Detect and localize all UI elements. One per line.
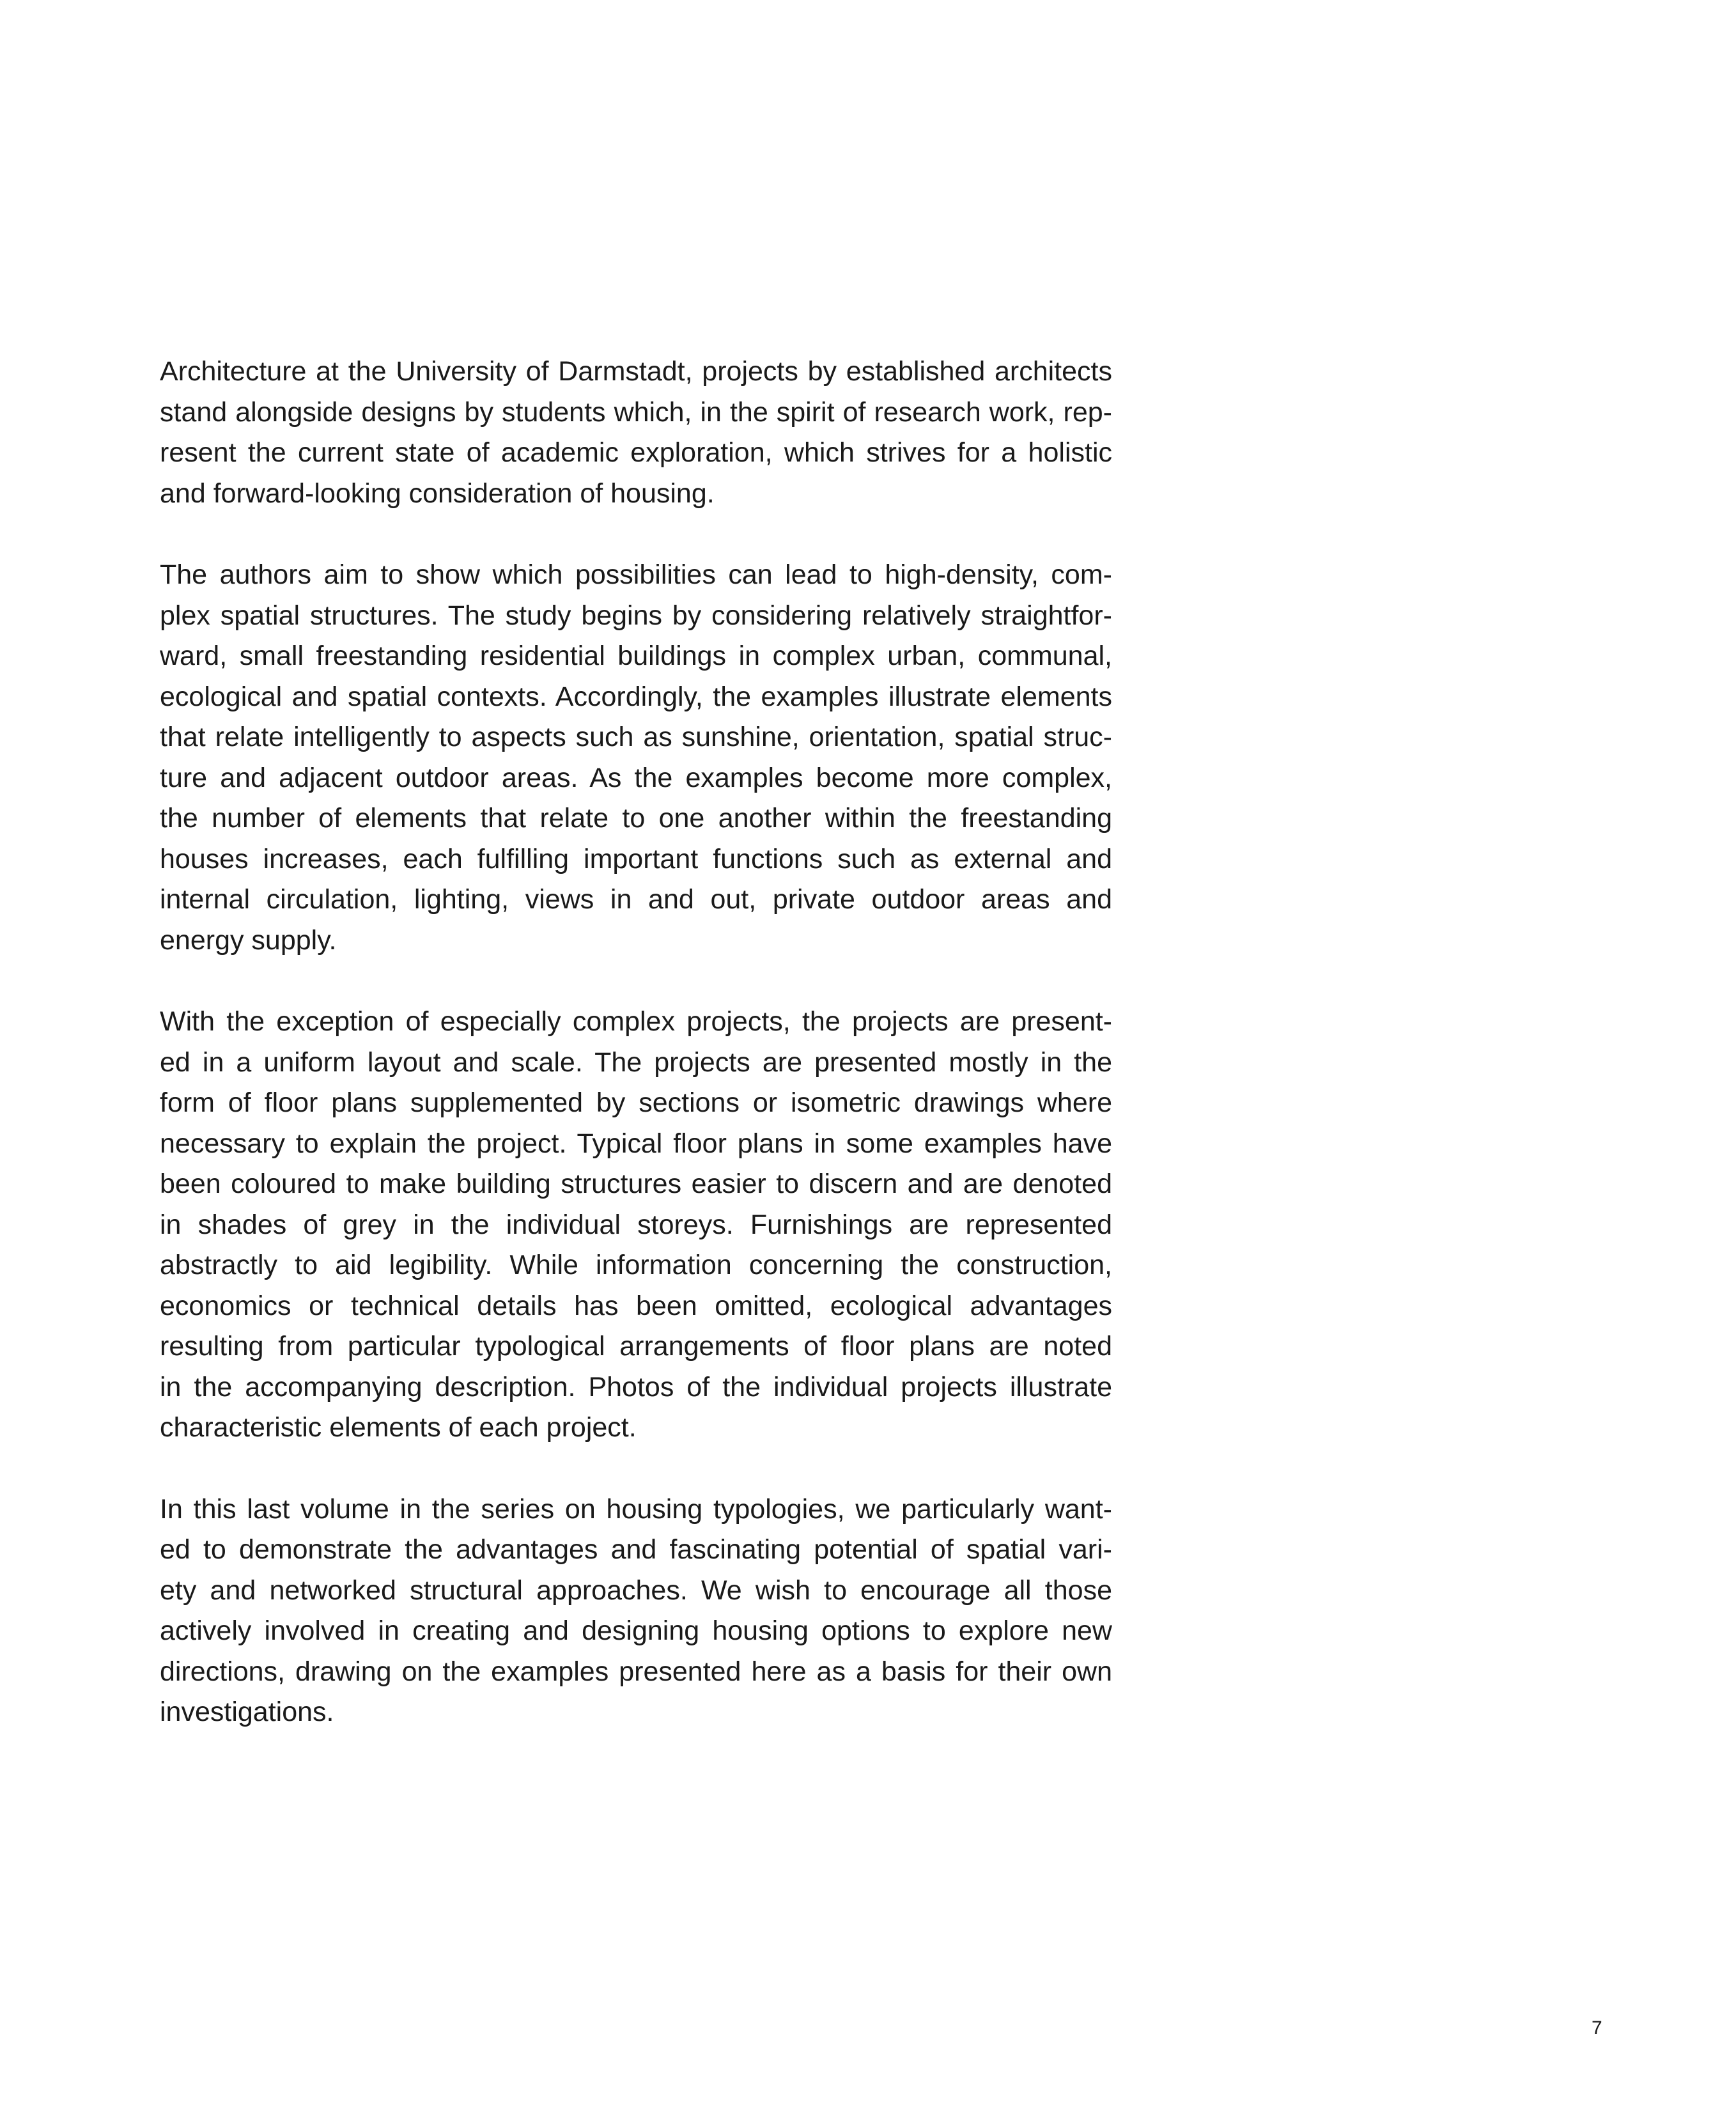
text-line: abstractly to aid legibility. While information concerning the construction, xyxy=(160,1250,1112,1280)
text-line: directions, drawing on the examples presented here as a basis for their own xyxy=(160,1656,1112,1687)
paragraph-3 xyxy=(160,1002,1112,1449)
text-line: in shades of grey in the individual storeys. Furnishings are represented xyxy=(160,1209,1112,1240)
text-line: that relate intelligently to aspects such as sunshine, orientation, spatial struc- xyxy=(160,722,1112,752)
text-line: Architecture at the University of Darmstadt, projects by established architects xyxy=(160,356,1112,387)
text-line: houses increases, each fulfilling important functions such as external and xyxy=(160,843,1112,874)
text-line: ward, small freestanding residential buildings in complex urban, communal, xyxy=(160,641,1112,671)
text-line: in the accompanying description. Photos of the individual projects illustrate xyxy=(160,1371,1112,1403)
text-line: With the exception of especially complex projects, the projects are present- xyxy=(160,1006,1112,1037)
text-line: and forward-looking consideration of housing. xyxy=(160,478,715,509)
text-line: The authors aim to show which possibilities can lead to high-density, com- xyxy=(160,559,1112,590)
text-line: ecological and spatial contexts. Accordingly, the examples illustrate elements xyxy=(160,681,1112,712)
text-line: ed to demonstrate the advantages and fascinating potential of spatial vari- xyxy=(160,1534,1112,1565)
text-line: actively involved in creating and designing housing options to explore new xyxy=(160,1615,1112,1646)
text-line: plex spatial structures. The study begins by considering relatively straightfor- xyxy=(160,600,1112,631)
paragraph-4 xyxy=(160,1489,1112,1733)
text-line: been coloured to make building structures easier to discern and are denoted xyxy=(160,1169,1112,1199)
paragraph-1 xyxy=(160,352,1112,514)
text-line: form of floor plans supplemented by sections or isometric drawings where xyxy=(160,1087,1112,1118)
text-line: the number of elements that relate to one another within the freestanding xyxy=(160,803,1112,834)
text-line: ety and networked structural approaches. We wish to encourage all those xyxy=(160,1574,1112,1606)
text-line: internal circulation, lighting, views in and out, private outdoor areas and xyxy=(160,884,1112,915)
text-line: investigations. xyxy=(160,1697,334,1727)
text-line: ture and adjacent outdoor areas. As the examples become more complex, xyxy=(160,762,1112,793)
text-line: stand alongside designs by students which, in the spirit of research work, rep- xyxy=(160,396,1112,428)
text-line: necessary to explain the project. Typical floor plans in some examples have xyxy=(160,1128,1112,1159)
body-text xyxy=(160,352,1112,1774)
text-line: characteristic elements of each project. xyxy=(160,1412,637,1443)
paragraph-2 xyxy=(160,555,1112,961)
text-line: resulting from particular typological arrangements of floor plans are noted xyxy=(160,1331,1112,1362)
text-line: economics or technical details has been omitted, ecological advantages xyxy=(160,1290,1112,1321)
text-line: In this last volume in the series on housing typologies, we particularly want- xyxy=(160,1493,1112,1525)
text-line: energy supply. xyxy=(160,924,337,956)
text-line: resent the current state of academic exploration, which strives for a holistic xyxy=(160,437,1112,468)
text-line: ed in a uniform layout and scale. The projects are presented mostly in the xyxy=(160,1046,1112,1078)
page-number: 7 xyxy=(1592,2017,1602,2039)
